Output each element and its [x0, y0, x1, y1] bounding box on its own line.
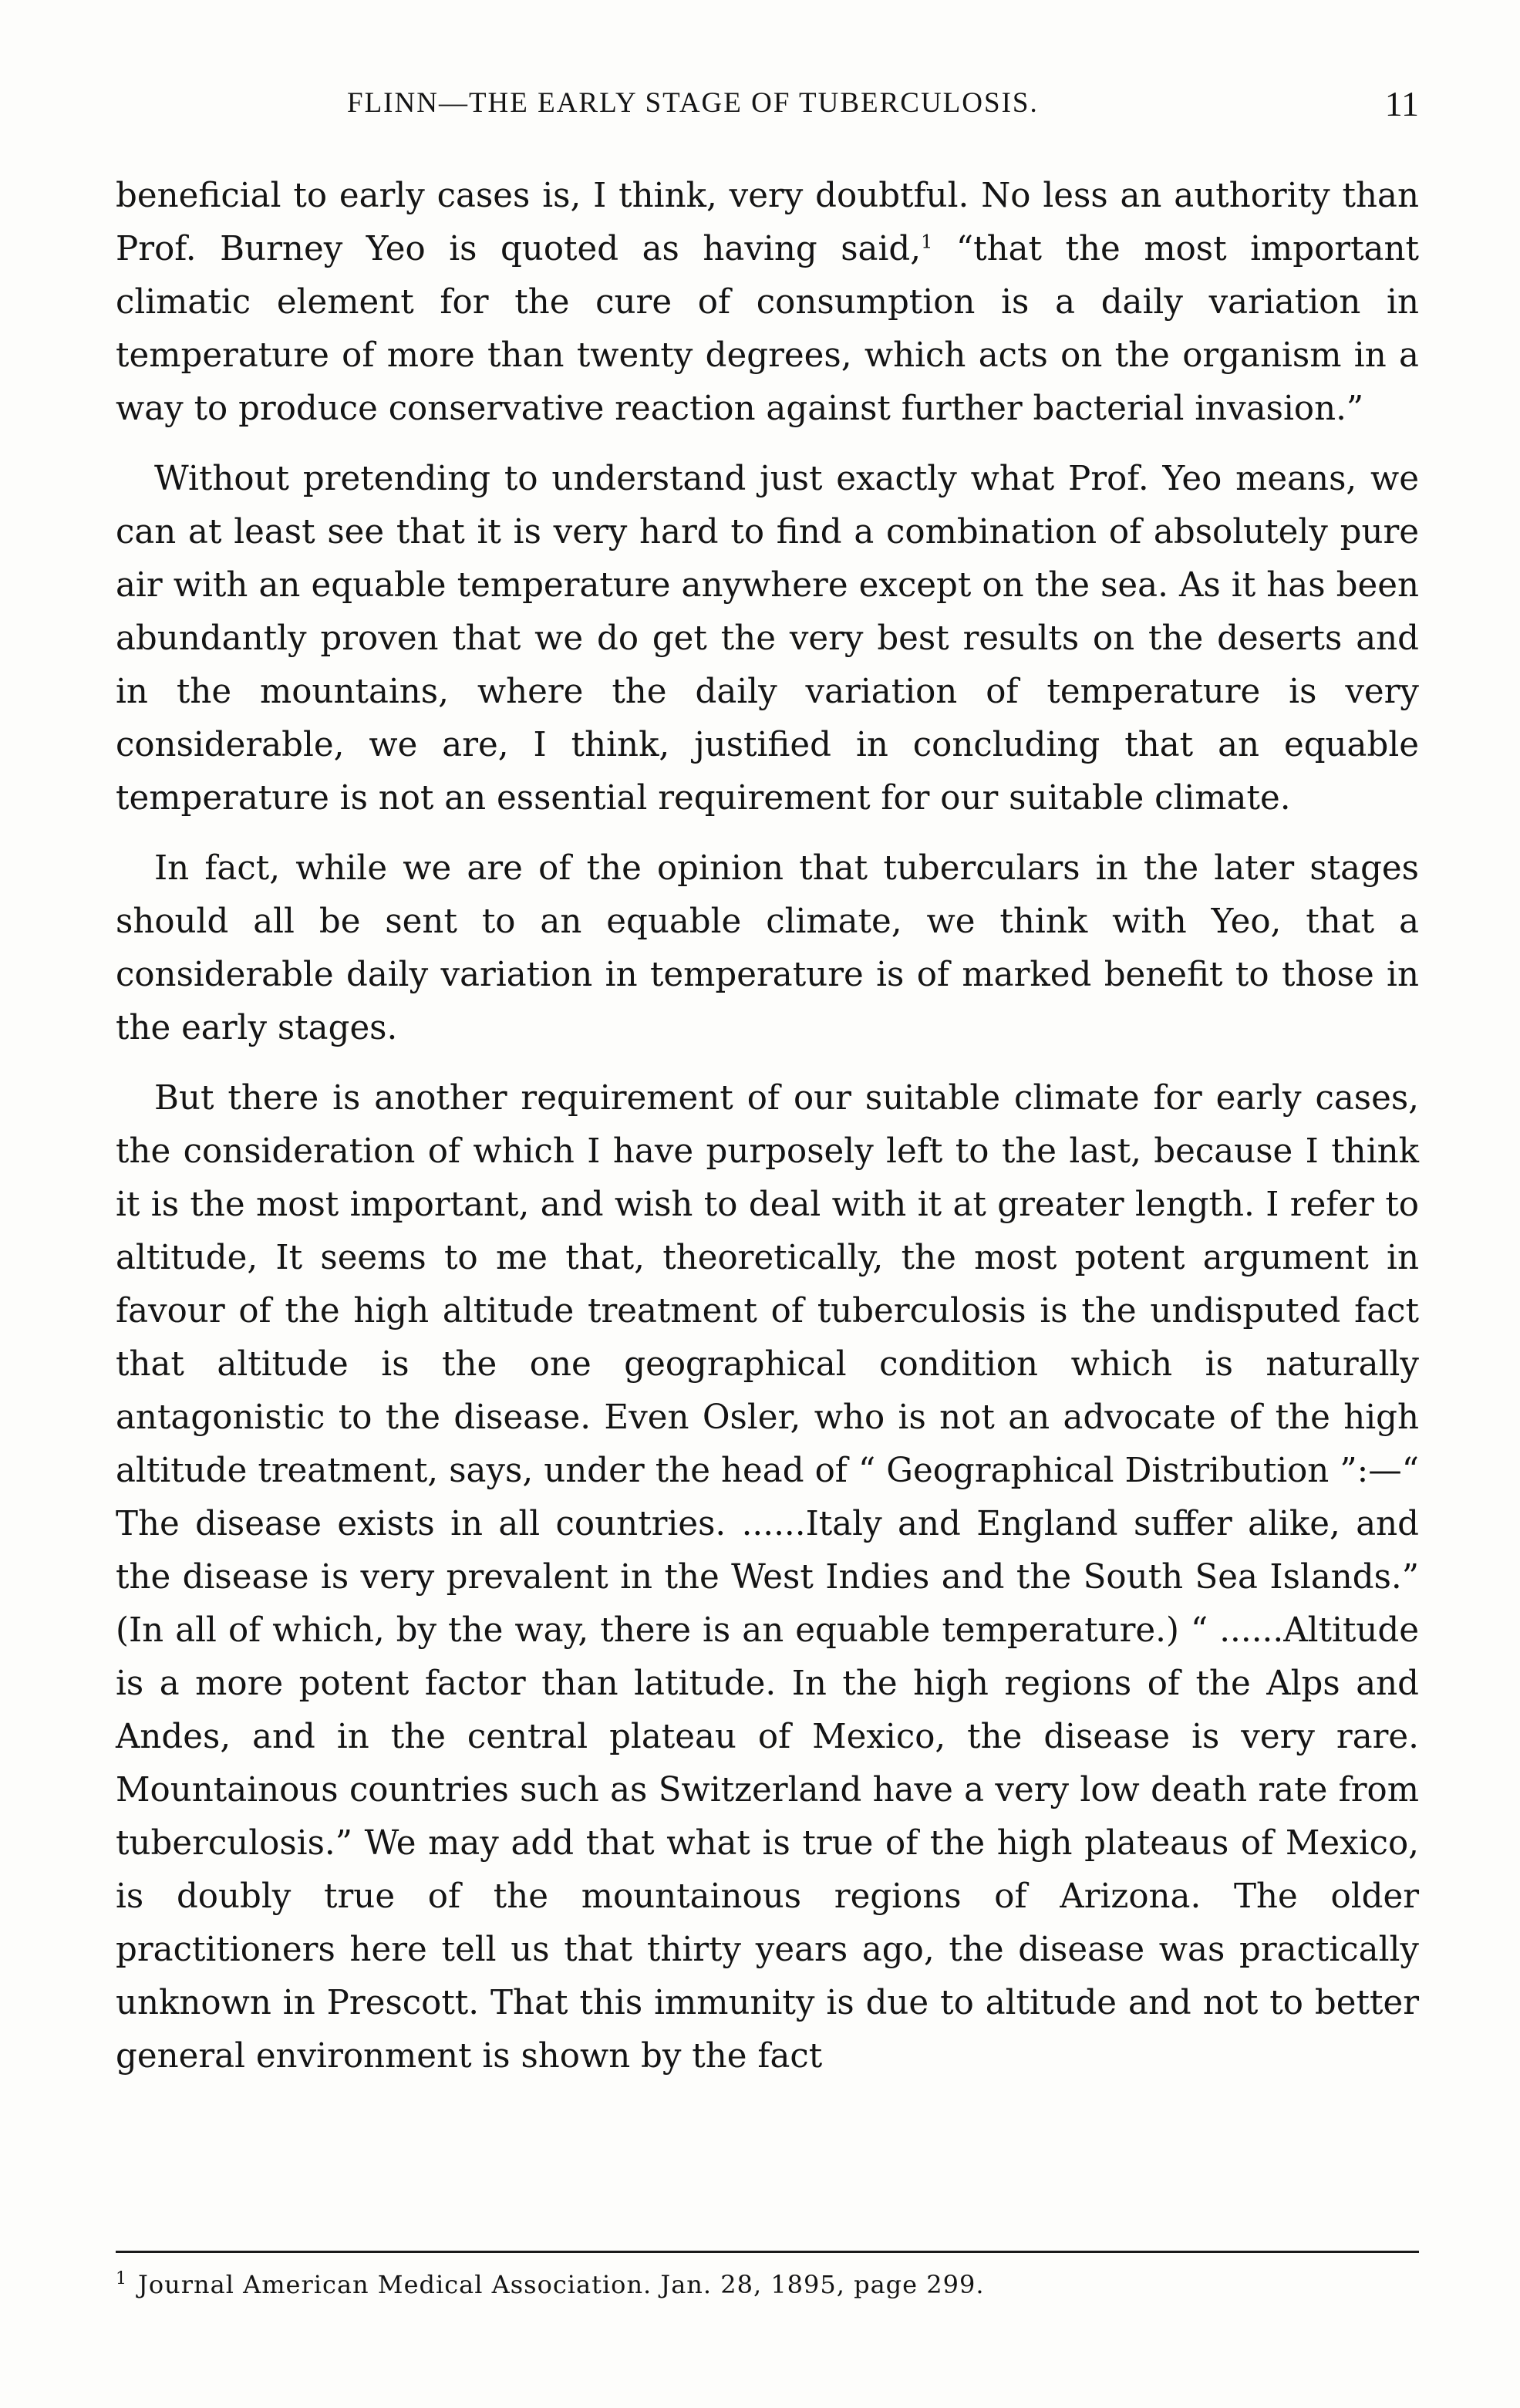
paragraph-2: Without pretending to understand just exactly what Prof. Yeo means, we can at least see that it is very hard to find a combination of absolutely pure air with an equable temperature anywhere except on the sea. As it has been abundantly proven that we do get the very best results on the deserts and in the mountains, where the daily variation of temperature is very considerable, we are, I think, justified in concluding that an equable temperature is not an essential requirement for our suitable climate.	[116, 460, 1419, 818]
running-title: FLINN—THE EARLY STAGE OF TUBERCULOSIS.	[347, 87, 1039, 119]
footnote-reference: 1	[921, 231, 933, 253]
footnote-mark: 1	[116, 2269, 127, 2289]
footnote-text: Journal American Medical Association. Jan. 28, 1895, page 299.	[138, 2270, 985, 2299]
paragraph-1	[116, 170, 1419, 436]
footnote-divider	[116, 2251, 1419, 2253]
page-number: 11	[1384, 84, 1419, 123]
running-header	[116, 86, 1419, 133]
footnote	[116, 2265, 1419, 2305]
paragraph-3: In fact, while we are of the opinion that tuberculars in the later stages should all be sent to an equable climate, we think with Yeo, that a considerable daily variation in temperature is of marked benefit to those in the early stages.	[116, 849, 1419, 1047]
paragraph-1-text-a: beneficial to early cases is, I think, very doubtful. No less an authority than Prof. Burney Yeo is quoted as having said,	[116, 177, 1419, 268]
body-text	[116, 170, 1419, 2100]
paragraph-4: But there is another requirement of our suitable climate for early cases, the consideration of which I have purposely left to the last, because I think it is the most important, and wish to deal with it at greater length. I refer to altitude, It seems to me that, theoretically, the most potent argument in favour of the high altitude treatment of tuberculosis is the undisputed fact that altitude is the one geographical condition which is naturally antagonistic to the disease. Even Osler, who is not an advocate of the high altitude treatment, says, under the head of “ Geographical Distribution ”:—“ The disease exists in all countries. ......Italy and England suffer alike, and the disease is very prevalent in the West Indies and the South Sea Islands.” (In all of which, by the way, there is an equable temperature.) “ ......Altitude is a more potent factor than latitude. In the high regions of the Alps and Andes, and in the central plateau of Mexico, the disease is very rare. Mountainous countries such as Switzerland have a very low death rate from tuberculosis.” We may add that what is true of the high plateaus of Mexico, is doubly true of the mountainous regions of Arizona. The older practitioners here tell us that thirty years ago, the disease was practically unknown in Prescott. That this immunity is due to altitude and not to better general environment is shown by the fact	[116, 1079, 1419, 2076]
paragraph-1-text-b: “that the most important climatic element for the cure of consumption is a daily variation in temperature of more than twenty degrees, which acts on the organism in a way to produce conservative reaction against further bacterial invasion.”	[116, 230, 1419, 428]
